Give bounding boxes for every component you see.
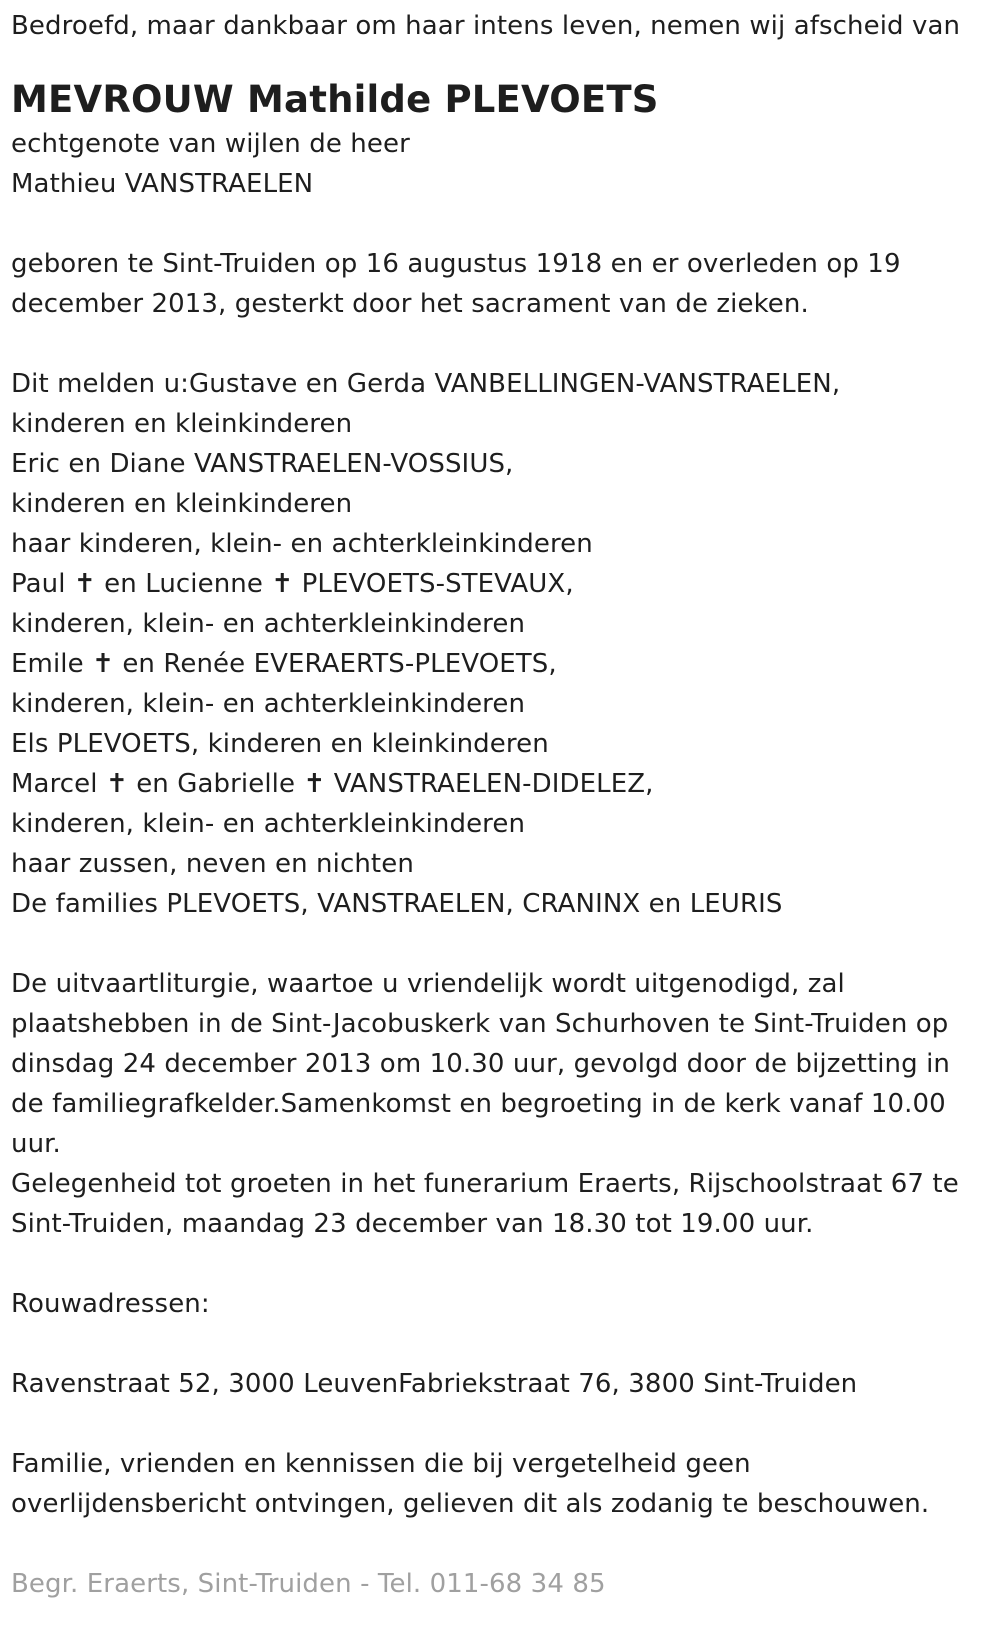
funeral-home-footer: Begr. Eraerts, Sint-Truiden - Tel. 011-68 34 85 xyxy=(11,1569,606,1599)
spacer xyxy=(11,924,991,964)
spacer xyxy=(11,1404,991,1444)
family-line: kinderen, klein- en achterkleinkinderen xyxy=(11,809,526,839)
ceremony-line: Sint-Truiden, maandag 23 december van 18.30 tot 19.00 uur. xyxy=(11,1209,814,1239)
family-line: haar kinderen, klein- en achterkleinkinderen xyxy=(11,529,593,559)
family-line: Dit melden u:Gustave en Gerda VANBELLINGEN-VANSTRAELEN, xyxy=(11,369,841,399)
spouse-line: echtgenote van wijlen de heer xyxy=(11,129,410,159)
spacer xyxy=(11,204,991,244)
family-line: Emile ✝ en Renée EVERAERTS-PLEVOETS, xyxy=(11,649,557,679)
family-line: kinderen, klein- en achterkleinkinderen xyxy=(11,689,526,719)
spouse-name: Mathieu VANSTRAELEN xyxy=(11,169,314,199)
ceremony-line: De uitvaartliturgie, waartoe u vriendelijk wordt uitgenodigd, zal xyxy=(11,969,845,999)
spacer xyxy=(11,1244,991,1284)
closing-line: Familie, vrienden en kennissen die bij vergetelheid geen xyxy=(11,1449,751,1479)
ceremony-line: uur. xyxy=(11,1129,61,1159)
death-notice xyxy=(11,0,991,1604)
family-line: kinderen, klein- en achterkleinkinderen xyxy=(11,609,526,639)
family-line: Eric en Diane VANSTRAELEN-VOSSIUS, xyxy=(11,449,514,479)
family-line: Marcel ✝ en Gabrielle ✝ VANSTRAELEN-DIDELEZ, xyxy=(11,769,654,799)
family-list xyxy=(11,364,991,924)
addresses: Ravenstraat 52, 3000 LeuvenFabriekstraat 76, 3800 Sint-Truiden xyxy=(11,1369,858,1399)
family-line: kinderen en kleinkinderen xyxy=(11,489,353,519)
ceremony-details xyxy=(11,964,991,1244)
ceremony-line: dinsdag 24 december 2013 om 10.30 uur, gevolgd door de bijzetting in xyxy=(11,1049,950,1079)
family-line: De families PLEVOETS, VANSTRAELEN, CRANINX en LEURIS xyxy=(11,889,783,919)
ceremony-line: de familiegrafkelder.Samenkomst en begroeting in de kerk vanaf 10.00 xyxy=(11,1089,946,1119)
birth-death-line: december 2013, gesterkt door het sacrament van de zieken. xyxy=(11,289,809,319)
closing-line: overlijdensbericht ontvingen, gelieven dit als zodanig te beschouwen. xyxy=(11,1489,930,1519)
family-line: Els PLEVOETS, kinderen en kleinkinderen xyxy=(11,729,549,759)
ceremony-line: plaatshebben in de Sint-Jacobuskerk van Schurhoven te Sint-Truiden op xyxy=(11,1009,949,1039)
family-line: kinderen en kleinkinderen xyxy=(11,409,353,439)
deceased-name: MEVROUW Mathilde PLEVOETS xyxy=(11,78,659,121)
addresses-label: Rouwadressen: xyxy=(11,1289,210,1319)
family-line: haar zussen, neven en nichten xyxy=(11,849,414,879)
spacer xyxy=(11,324,991,364)
family-line: Paul ✝ en Lucienne ✝ PLEVOETS-STEVAUX, xyxy=(11,569,574,599)
ceremony-line: Gelegenheid tot groeten in het funerarium Eraerts, Rijschoolstraat 67 te xyxy=(11,1169,959,1199)
spacer xyxy=(11,1324,991,1364)
intro-text: Bedroefd, maar dankbaar om haar intens leven, nemen wij afscheid van xyxy=(11,11,961,41)
birth-death-line: geboren te Sint-Truiden op 16 augustus 1918 en er overleden op 19 xyxy=(11,249,901,279)
